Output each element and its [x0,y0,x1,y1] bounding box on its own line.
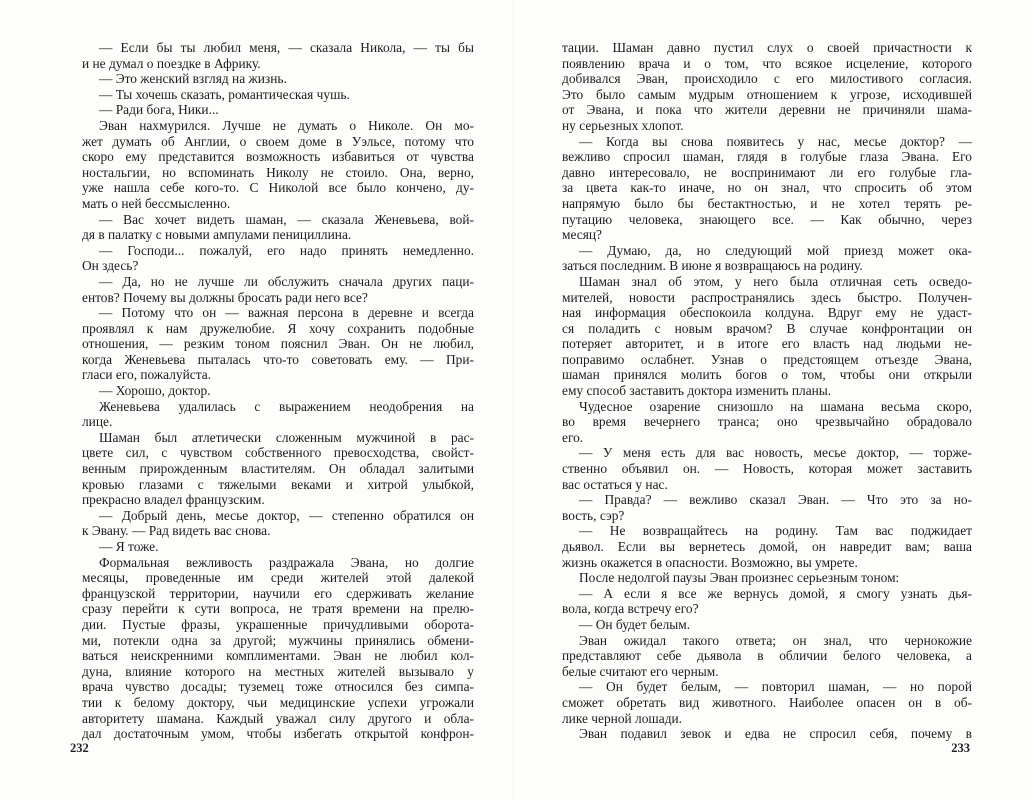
text-line: сможет обретать вид животного. Наиболее опасен он в об- [562,694,972,710]
text-line: ми, потекли одна за другой; мужчины принялись обмени- [82,632,474,648]
text-line: прекрасно владел французским. [82,492,265,508]
text-line: от Эвана, и пока что жители деревни не причиняли шама- [562,102,972,118]
text-line: венным прирожденным властителям. Он обладал залитыми [82,461,474,477]
left-page-text [82,40,474,742]
text-line: жизнь окажется в опасности. Возможно, вы умрете. [562,554,858,570]
text-line: дьявол. Если вы вернетесь домой, он навредит вам; ваша [562,539,972,554]
text-line: Эван нахмурился. Лучше не думать о Николе. Он мо- [99,117,474,133]
text-line: лице. [82,414,113,430]
text-line: — Это женский взгляд на жизнь. [99,71,287,87]
text-line: — Он будет белым. [579,616,691,632]
text-line: месяцы, проведенные им среди жителей этой далекой [82,570,474,586]
text-line: — Ради бога, Ники... [99,102,219,118]
text-line: сразу перейти к сути вопроса, не тратя времени на прелю- [82,601,474,617]
text-line: — Правда? — вежливо сказал Эван. — Что это за но- [579,492,972,508]
text-line: вас остаться у нас. [562,476,668,492]
text-line: Женевьева удалилась с выражением неодобрения на [99,398,474,414]
text-line: скоро ему представится возможность избавиться от чувства [82,149,474,165]
text-line: — А если я все же вернусь домой, я смогу узнать дья- [579,585,972,601]
text-line: тии к белому доктору, чьи медицинские успехи угрожали [82,694,474,710]
text-line: белые считают его черным. [562,663,719,679]
text-line: проявлял к нам дружелюбие. Я хочу сохранить подобные [82,320,474,336]
text-line: ентов? Почему вы должны бросать ради него все? [82,289,368,305]
text-line: давно интересовало, не воспринимают ли его голубые гла- [562,164,972,180]
text-line: После недолгой паузы Эван произнес серьезным тоном: [579,570,900,586]
text-line: ся поладить с новым врачом? В случае конфронтации он [562,320,972,336]
text-line: — Не возвращайтесь на родину. Там вас поджидает [579,523,972,539]
text-line: тации. Шаман давно пустил слух о своей причастности к [562,40,972,55]
text-line: Шаман знал об этом, у него была отличная сеть осведо- [579,273,972,289]
text-line: за цвета как-то иначе, но он знал, что спросить об этом [562,180,972,196]
text-line: дя в палатку с новыми ампулами пенициллина. [82,227,352,243]
text-line: появлению врача и о том, что всякое исцеление, которого [562,55,972,71]
text-line: Эван подавил зевок и едва не спросил себя, почему в [579,726,972,742]
text-line: вежливо спросил шаман, глядя в голубые глаза Эвана. Его [562,149,972,165]
text-line: Шаман был атлетически сложенным мужчиной в рас- [99,429,474,445]
text-line: — Ты хочешь сказать, романтическая чушь. [99,86,350,102]
text-line: дии. Пустые фразы, украшенные причудливыми оборота- [82,616,474,632]
text-line: ему способ заставить доктора изменить планы. [562,383,832,399]
text-line: во время вечернего транса; оно чрезвычайно обрадовало [562,414,972,430]
text-line: — Потому что он — важная персона в деревне и всегда [99,305,474,321]
text-line: уже нашла себе кого-то. С Николой все было кончено, ду- [82,180,474,196]
text-line: Формальная вежливость раздражала Эвана, но долгие [99,554,474,570]
text-line: жет думать об Англии, о своем доме в Уэльсе, потому что [82,133,474,149]
text-line: лике черной лошади. [562,710,683,726]
text-line: врача чувство досады; туземец тоже относился без симпа- [82,679,474,695]
text-line: — У меня есть для вас новость, месье доктор, — торже- [579,445,972,461]
text-line: мителей, новости распространялись здесь быстро. Получен- [562,289,972,305]
right-page-number: 233 [951,741,970,755]
text-line: отношения, — резким тоном пояснил Эван. Он не любил, [82,336,474,352]
text-line: вола, когда встречу его? [562,601,699,617]
text-line: шаман принялся молить богов о том, чтобы они открыли [562,367,972,383]
text-line: — Хорошо, доктор. [99,383,211,399]
text-line: — Вас хочет видеть шаман, — сказала Женевьева, вой- [99,211,474,227]
text-line: гласи его, пожалуйста. [82,367,212,383]
text-line: когда Женевьева пыталась что-то советовать ему. — При- [82,351,474,367]
text-line: путацию человека, знающего все. — Как обычно, через [562,211,972,227]
text-line: Он здесь? [82,258,139,274]
text-line: ваться неискренними комплиментами. Эван не любил кол- [82,648,474,664]
text-line: и не думал о поездке в Африку. [82,55,261,71]
text-line: добивался Эван, происходило с его милостивого согласия. [562,71,972,87]
text-line: — Я тоже. [99,539,159,554]
book-gutter [512,0,514,800]
left-page-number: 232 [70,741,89,755]
text-line: Чудесное озарение снизошло на шамана весьма скоро, [579,398,972,414]
text-line: — Думаю, да, но следующий мой приезд может ока- [579,242,972,258]
text-line: — Он будет белым, — повторил шаман, — но порой [579,679,972,695]
text-line: напрямую было бы бестактностью, и не хотел терять ре- [562,195,972,211]
text-line: поправимо ослабнет. Узнав о предстоящем отъезде Эвана, [562,351,972,367]
text-line: представляют себе дьявола в обличии белого человека, а [562,648,972,664]
text-line: вость, сэр? [562,507,625,523]
text-line: ная информация обеспокоила колдуна. Вдруг ему не удаст- [562,305,972,321]
text-line: потеряет авторитет, и в итоге его власть над людьми не- [562,336,972,352]
text-line: ностальгии, но вспоминать Николу не стоило. Она, верно, [82,164,474,180]
text-line: Эван ожидал такого ответа; он знал, что чернокожие [579,632,972,648]
text-line: — Господи... пожалуй, его надо принять немедленно. [99,242,474,258]
text-line: цвете сил, с чувством собственного превосходства, свойст- [82,445,474,461]
right-page [562,0,972,800]
text-line: Это было самым мудрым отношением к угрозе, исходившей [562,86,972,102]
text-line: авторитету шамана. Каждый уважал силу другого и обла- [82,710,474,726]
left-page [70,0,474,800]
text-line: — Когда вы снова появитесь у нас, месье доктор? — [579,133,972,149]
text-line: французской территории, научили его сдерживать желание [82,585,474,601]
text-line: — Да, но не лучше ли обслужить сначала других паци- [99,273,474,289]
text-line: ственно объявил он. — Новость, которая может заставить [562,461,972,477]
text-line: — Добрый день, месье доктор, — степенно обратился он [99,507,474,523]
text-line: дал достаточным умом, чтобы избегать открытой конфрон- [82,726,474,742]
text-line: кровью глазами с тяжелыми веками и хитрой улыбкой, [82,476,474,492]
text-line: ну серьезных хлопот. [562,117,684,133]
text-line: заться последним. В июне я возвращаюсь на родину. [562,258,863,274]
text-line: — Если бы ты любил меня, — сказала Никола, — ты бы [99,40,474,55]
right-page-text [562,40,972,742]
text-line: мать о ней бессмысленно. [82,195,231,211]
text-line: его. [562,429,584,445]
text-line: месяц? [562,227,602,243]
text-line: к Эвану. — Рад видеть вас снова. [82,523,271,539]
text-line: дуна, влияние которого на местных жителей вызывало у [82,663,474,679]
